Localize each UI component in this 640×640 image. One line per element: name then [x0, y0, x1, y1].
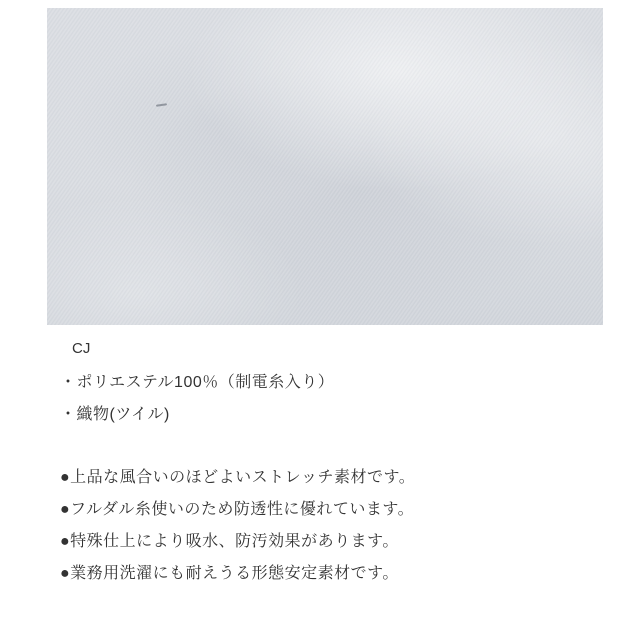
feature-line-stretch: ●上品な風合いのほどよいストレッチ素材です。	[60, 469, 416, 486]
material-features-list	[60, 462, 415, 590]
fabric-swatch-image	[47, 8, 603, 325]
feature-line-opacity: ●フルダル糸使いのため防透性に優れています。	[60, 501, 415, 518]
material-specs-list	[60, 367, 334, 431]
spec-line-composition: ・ポリエステル100％（制電糸入り）	[60, 374, 335, 391]
feature-line-durability: ●業務用洗濯にも耐えうる形態安定素材です。	[60, 565, 399, 582]
spec-line-weave: ・織物(ツイル)	[60, 406, 170, 423]
twill-texture-overlay	[47, 8, 603, 325]
feature-line-absorbency: ●特殊仕上により吸水、防汚効果があります。	[60, 533, 399, 550]
material-code: CJ	[72, 340, 91, 357]
